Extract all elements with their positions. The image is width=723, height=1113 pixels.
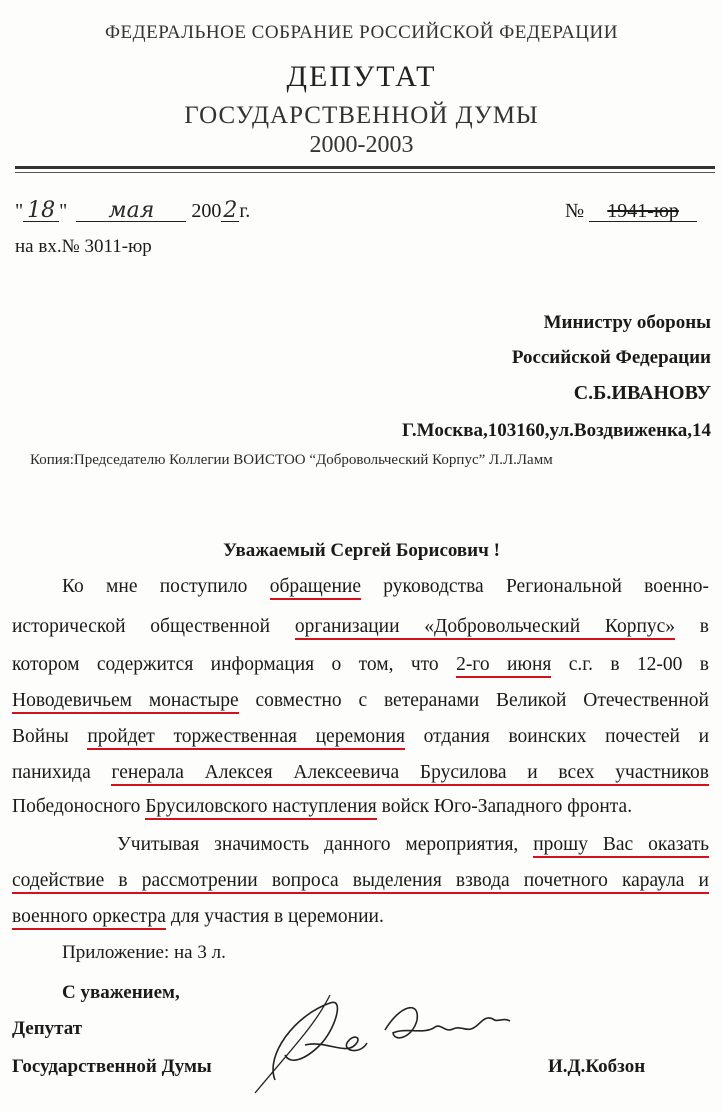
line-text: Ко мне поступило [62, 576, 270, 597]
date-day: 18 [23, 201, 59, 222]
paragraph-line [62, 576, 709, 598]
paragraph-line [12, 654, 709, 676]
line-text: Учитывая значимость данного мероприятия, [117, 834, 534, 855]
paragraph-line [12, 870, 709, 892]
date-year-digit: 2 [223, 198, 238, 223]
number-value: 1941-юр [589, 201, 697, 222]
date-year-prefix: 200 [191, 200, 222, 222]
paragraph-line [12, 726, 709, 748]
line-text: Победоносного [12, 796, 146, 817]
letterhead-subtitle: ГОСУДАРСТВЕННОЙ ДУМЫ [184, 102, 539, 129]
outgoing-number [565, 200, 697, 223]
quote-close: " [59, 200, 68, 222]
underlined-text: генерала Алексея Алексеевича Брусилова и всех участников [111, 762, 709, 786]
letterhead-title: ДЕПУТАТ [286, 60, 437, 93]
paragraph-line [12, 616, 709, 638]
paragraph-line [12, 796, 709, 818]
quote-open: " [15, 200, 24, 222]
underlined-text: обращение [270, 576, 361, 600]
paragraph-line [117, 834, 709, 856]
paragraph-line [12, 690, 709, 712]
underlined-text: организации «Добровольческий Корпус» [295, 616, 675, 640]
letter-date [15, 200, 250, 223]
line-text: Войны [12, 726, 88, 747]
line-text: в [675, 616, 709, 637]
line-text: для участия в церемонии. [165, 906, 384, 927]
line-text: руководства Региональной военно- [360, 576, 709, 597]
copy-recipient: Копия:Председателю Коллегии ВОИСТОО “Добровольческий Корпус” Л.Л.Ламм [30, 452, 553, 468]
letterhead-years: 2000-2003 [309, 132, 414, 158]
header-rule-thick [15, 166, 715, 169]
date-month: мая [76, 201, 186, 222]
addressee-line-3: С.Б.ИВАНОВУ [573, 382, 711, 404]
appendix-note: Приложение: на 3 л. [62, 942, 226, 963]
handwritten-signature [235, 985, 535, 1095]
line-text: отдания воинских почестей и [405, 726, 710, 747]
underlined-text: пройдет торжественная церемония [87, 726, 405, 750]
closing-regards: С уважением, [62, 982, 180, 1003]
salutation: Уважаемый Сергей Борисович ! [223, 540, 500, 561]
addressee-line-1: Министру обороны [543, 312, 711, 333]
underlined-text: содействие в рассмотрении вопроса выделения взвода почетного караула и [12, 870, 709, 894]
line-text: панихида [12, 762, 112, 783]
paragraph-line [12, 762, 709, 784]
signatory-name: И.Д.Кобзон [548, 1056, 646, 1077]
paragraph-line [12, 906, 709, 928]
organization-name: ФЕДЕРАЛЬНОЕ СОБРАНИЕ РОССИЙСКОЙ ФЕДЕРАЦИИ [105, 22, 618, 43]
addressee-address: Г.Москва,103160,ул.Воздвиженка,14 [401, 420, 711, 441]
addressee-line-2: Российской Федерации [511, 347, 711, 368]
number-label: № [565, 200, 585, 222]
header-rule-thin [15, 172, 715, 173]
underlined-text: Новодевичьем монастыре [12, 690, 239, 714]
line-text: совместно с ветеранами Великой Отечественной [238, 690, 709, 711]
signatory-title-1: Депутат [12, 1018, 83, 1039]
underlined-text: Брусиловского наступления [145, 796, 377, 820]
incoming-number: на вх.№ 3011-юр [15, 236, 152, 257]
date-year-suffix: г. [239, 200, 251, 222]
line-text: исторической общественной [12, 616, 295, 637]
underlined-text: 2-го июня [456, 654, 551, 678]
signatory-title-2: Государственной Думы [12, 1056, 212, 1077]
line-text: с.г. в 12-00 в [551, 654, 709, 675]
line-text: войск Юго-Западного фронта. [376, 796, 633, 817]
line-text: котором содержится информация о том, что [12, 654, 457, 675]
underlined-text: военного оркестра [12, 906, 166, 930]
underlined-text: прошу Вас оказать [533, 834, 709, 858]
